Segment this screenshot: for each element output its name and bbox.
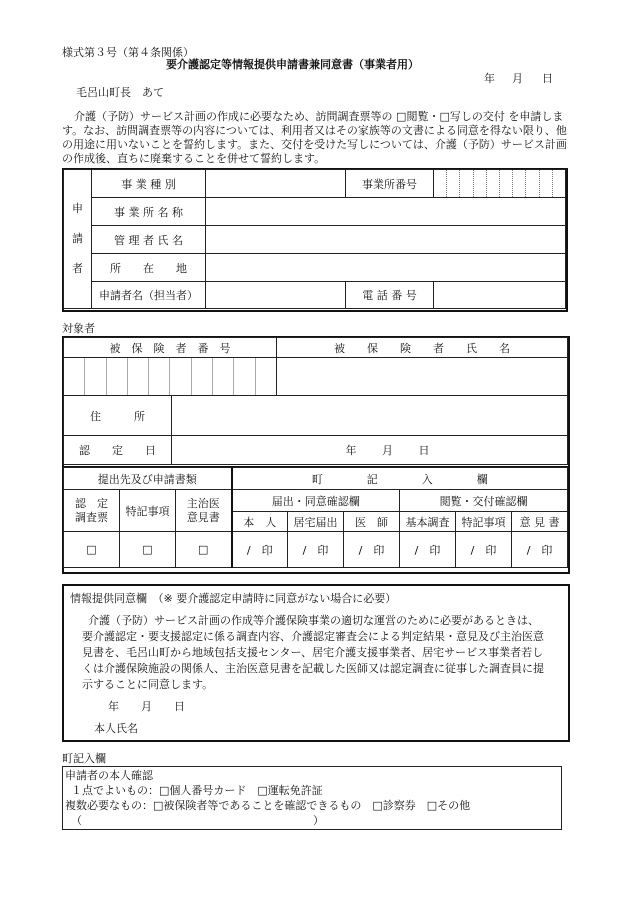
cert-month: 月 bbox=[382, 444, 393, 457]
special-header: 特記事項 bbox=[120, 490, 176, 532]
doctor-header bbox=[176, 490, 232, 532]
cert-date-field[interactable] bbox=[172, 436, 568, 465]
consent-frame bbox=[62, 584, 570, 742]
cert-day: 日 bbox=[418, 444, 430, 457]
form-number: 様式第３号（第４条関係） bbox=[62, 46, 194, 59]
consent-date: 年 月 日 bbox=[108, 700, 185, 713]
subject-table bbox=[63, 337, 568, 465]
date-day-label: 日 bbox=[542, 72, 553, 85]
business-number-field[interactable] bbox=[434, 170, 566, 198]
col-self: 本 人 bbox=[232, 512, 288, 532]
submit-header: 提出先及び申請書類 bbox=[64, 468, 232, 490]
phone-field[interactable] bbox=[434, 282, 566, 309]
doctor-checkbox[interactable]: □ bbox=[176, 532, 232, 568]
subject-address-label: 住 所 bbox=[64, 396, 172, 436]
town-header: 町 記 入 欄 bbox=[232, 468, 568, 490]
insured-name-label: 被 保 険 者 氏 名 bbox=[277, 338, 568, 358]
intro-line-3: の用途に用いないことを誓約します。また、交付を受けた写しについては、介護（予防）サービス計画 bbox=[62, 138, 567, 151]
insured-name-field[interactable] bbox=[277, 358, 568, 396]
subject-address-field[interactable] bbox=[172, 396, 568, 436]
business-type-label: 事 業 種 別 bbox=[92, 170, 206, 198]
id-check-label: 申請者の本人確認 bbox=[65, 769, 153, 782]
manager-name-label: 管 理 者 氏 名 bbox=[92, 226, 206, 254]
business-name-field[interactable] bbox=[206, 198, 566, 226]
one-item-options[interactable]: １点でよいもの：□個人番号カード □運転免許証 bbox=[71, 784, 323, 797]
addressee: 毛呂山町長 あて bbox=[76, 86, 164, 99]
consent-line-1: 介護（予防）サービス計画の作成等介護保険事業の適切な運営のために必要があるときは、 bbox=[88, 614, 539, 627]
notify-header: 届出・同意確認欄 bbox=[232, 490, 400, 512]
intro-line-4: の作成後、直ちに廃棄することを併せて誓約します。 bbox=[62, 152, 326, 165]
docs-table bbox=[63, 467, 568, 568]
business-name-label: 事 業 所 名 称 bbox=[92, 198, 206, 226]
col-care: 居宅届出 bbox=[288, 512, 344, 532]
consent-signature-label: 本人氏名 bbox=[94, 722, 138, 735]
stamp-opinion[interactable]: / 印 bbox=[512, 532, 568, 568]
insured-number-field[interactable] bbox=[64, 358, 277, 396]
stamp-care[interactable]: / 印 bbox=[288, 532, 344, 568]
col-special: 特記事項 bbox=[456, 512, 512, 532]
manager-name-field[interactable] bbox=[206, 226, 566, 254]
cert-survey-line-2: 調査票 bbox=[75, 510, 108, 524]
stamp-self[interactable]: / 印 bbox=[232, 532, 288, 568]
town-caption: 町記入欄 bbox=[62, 752, 106, 765]
doctor-line-2: 意見書 bbox=[186, 510, 220, 524]
applicant-name-field[interactable] bbox=[206, 282, 346, 309]
applicant-table bbox=[63, 169, 566, 309]
cert-survey-line-1: 認 定 bbox=[75, 496, 108, 510]
business-type-field[interactable] bbox=[206, 170, 346, 198]
consent-heading: 情報提供同意欄 （※ 要介護認定申請時に同意がない場合に必要） bbox=[70, 592, 397, 605]
cert-survey-header bbox=[64, 490, 120, 532]
view-header: 閲覧・交付確認欄 bbox=[400, 490, 568, 512]
special-checkbox[interactable]: □ bbox=[120, 532, 176, 568]
intro-line-2: す。なお、訪問調査票等の内容については、利用者又はその家族等の文書による同意を得ない限り、他 bbox=[62, 124, 567, 137]
side-char-3: 者 bbox=[72, 262, 83, 275]
phone-label: 電 話 番 号 bbox=[346, 282, 434, 309]
insured-number-label: 被 保 険 者 番 号 bbox=[64, 338, 277, 358]
side-char-1: 申 bbox=[72, 202, 83, 215]
col-basic: 基本調査 bbox=[400, 512, 456, 532]
doctor-line-1: 主治医 bbox=[186, 496, 220, 510]
cert-survey-checkbox[interactable]: □ bbox=[64, 532, 120, 568]
stamp-doctor[interactable]: / 印 bbox=[344, 532, 400, 568]
stamp-basic[interactable]: / 印 bbox=[400, 532, 456, 568]
consent-line-5: 示することに同意します。 bbox=[82, 678, 214, 691]
cert-year: 年 bbox=[345, 444, 357, 457]
town-frame bbox=[62, 766, 562, 830]
document-title: 要介護認定等情報提供申請書兼同意書（事業者用） bbox=[166, 58, 419, 71]
date-year-label: 年 bbox=[484, 72, 495, 85]
consent-line-3: 見書を、毛呂山町から地域包括支援センター、居宅介護支援事業者、居宅サービス事業者若し bbox=[82, 646, 544, 659]
consent-line-4: くは介護保険施設の関係人、主治医意見書を記載した医師又は認定調査に従事した調査員に提 bbox=[82, 662, 544, 675]
multiple-options[interactable]: 複数必要なもの：□被保険者等であることを確認できるもの □診察券 □その他 bbox=[65, 799, 471, 812]
col-doctor: 医 師 bbox=[344, 512, 400, 532]
intro-line-1: 介護（予防）サービス計画の作成に必要なため、訪問調査票等の □閲覧・□写しの交付 を申請しま bbox=[74, 110, 564, 123]
applicant-side-label bbox=[64, 170, 92, 309]
stamp-special[interactable]: / 印 bbox=[456, 532, 512, 568]
address-field[interactable] bbox=[206, 254, 566, 282]
cert-date-label: 認 定 日 bbox=[64, 436, 172, 465]
subject-caption: 対象者 bbox=[62, 322, 95, 335]
address-label: 所 在 地 bbox=[92, 254, 206, 282]
business-number-label: 事業所番号 bbox=[346, 170, 434, 198]
side-char-2: 請 bbox=[72, 232, 83, 245]
date-month-label: 月 bbox=[512, 72, 523, 85]
applicant-name-label: 申請者名（担当者） bbox=[92, 282, 206, 309]
consent-line-2: 要介護認定・要支援認定に係る調査内容、介護認定審査会による判定結果・意見及び主治医意 bbox=[82, 630, 544, 643]
col-opinion: 意 見 書 bbox=[512, 512, 568, 532]
other-paren-field[interactable]: （ ） bbox=[71, 814, 324, 827]
